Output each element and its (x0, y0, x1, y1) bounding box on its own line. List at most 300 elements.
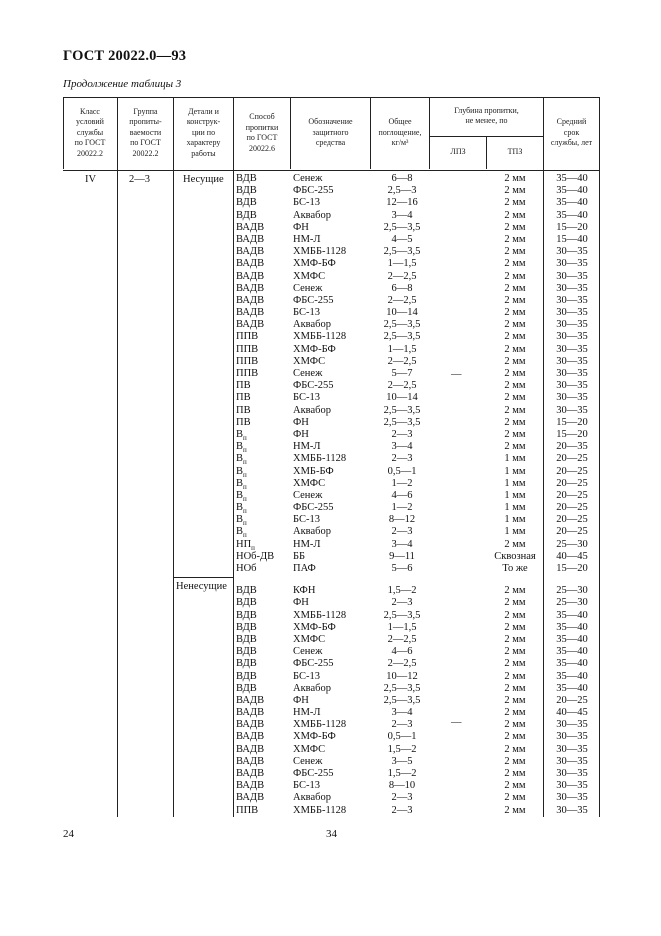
section-gap (63, 575, 599, 585)
absorption-cell-text: 2,5—3,5 (383, 331, 421, 343)
agent-cell (293, 805, 346, 817)
agent-cell-text: ФН (293, 416, 309, 428)
service-life-cell (545, 466, 599, 478)
method-cell-text: ППВ (236, 804, 259, 816)
tpz-depth-cell (487, 258, 543, 270)
absorption-cell (371, 768, 433, 780)
table-row (63, 478, 599, 490)
service-life-cell (545, 671, 599, 683)
tpz-depth-cell-text: 2 мм (504, 392, 526, 404)
absorption-cell (371, 197, 433, 209)
absorption-cell (371, 295, 433, 307)
absorption-cell (371, 344, 433, 356)
table-row (63, 307, 599, 319)
tpz-depth-cell (487, 563, 543, 575)
lpz-dash-non-load-bearing: — (451, 717, 462, 728)
service-life-cell (545, 563, 599, 575)
method-cell (236, 356, 258, 368)
method-cell (236, 744, 264, 756)
agent-cell-text: Аквабор (293, 404, 332, 416)
agent-cell-text: БС-13 (293, 392, 320, 404)
service-life-cell (545, 526, 599, 538)
method-cell (236, 222, 264, 234)
table-row (63, 768, 599, 780)
absorption-cell-text: 2,5—3,5 (383, 404, 421, 416)
method-cell-text: В (236, 514, 244, 526)
table-row (63, 707, 599, 719)
service-life-cell-text: 35—40 (556, 658, 588, 670)
method-cell (236, 539, 255, 551)
tpz-depth-cell (487, 585, 543, 597)
service-life-cell (545, 744, 599, 756)
absorption-cell-text: 1—2 (391, 502, 413, 514)
tpz-depth-cell (487, 197, 543, 209)
method-cell (236, 597, 257, 609)
absorption-cell (371, 744, 433, 756)
permeability-group-value: 2—3 (129, 174, 150, 185)
tpz-depth-cell-text: 1 мм (504, 526, 526, 538)
tpz-depth-cell-text: 2 мм (504, 597, 526, 609)
table-row (63, 173, 599, 185)
tpz-depth-cell (487, 234, 543, 246)
absorption-cell-text: 2—3 (391, 792, 413, 804)
method-cell (236, 197, 257, 209)
header-impregnation-method: Способ пропитки по ГОСТ 20022.6 (245, 112, 279, 153)
agent-cell-text: ФН (293, 428, 309, 440)
table-row (63, 719, 599, 731)
agent-cell (293, 478, 325, 490)
method-cell (236, 368, 258, 380)
method-cell (236, 707, 264, 719)
absorption-cell (371, 453, 433, 465)
service-life-cell (545, 356, 599, 368)
table-row (63, 683, 599, 695)
service-life-cell-text: 30—35 (556, 755, 588, 767)
tpz-depth-cell (487, 185, 543, 197)
absorption-cell (371, 658, 433, 670)
method-cell-text: ВАДВ (236, 258, 265, 270)
absorption-cell-text: 1,5—2 (387, 585, 417, 597)
method-cell-text: ВДВ (236, 209, 257, 221)
method-cell (236, 719, 264, 731)
method-cell-text: ПВ (236, 392, 251, 404)
absorption-cell (371, 539, 433, 551)
agent-cell (293, 563, 316, 575)
agent-cell (293, 392, 320, 404)
absorption-cell-text: 2—3 (391, 526, 413, 538)
page-number-center: 34 (326, 828, 337, 840)
method-subscript: п (243, 531, 247, 540)
method-cell (236, 683, 257, 695)
service-life-cell (545, 551, 599, 563)
agent-cell (293, 646, 322, 658)
agent-cell-text: БС-13 (293, 670, 320, 682)
agent-cell (293, 551, 305, 563)
absorption-cell-text: 1—1,5 (387, 258, 417, 270)
agent-cell (293, 295, 334, 307)
service-life-cell (545, 234, 599, 246)
method-cell-text: ВДВ (236, 682, 257, 694)
table-row (63, 526, 599, 538)
document-title: ГОСТ 20022.0—93 (63, 48, 187, 64)
absorption-cell (371, 792, 433, 804)
absorption-cell-text: 3—4 (391, 538, 413, 550)
table-row (63, 368, 599, 380)
tpz-depth-cell (487, 756, 543, 768)
service-life-cell-text: 35—40 (556, 621, 588, 633)
absorption-cell-text: 2,5—3,5 (383, 416, 421, 428)
method-cell (236, 780, 264, 792)
absorption-cell (371, 222, 433, 234)
absorption-cell-text: 2—2,5 (387, 633, 417, 645)
method-cell-text: ВДВ (236, 621, 257, 633)
service-life-cell (545, 197, 599, 209)
agent-cell (293, 671, 320, 683)
method-cell (236, 563, 257, 575)
tpz-depth-cell-text: 2 мм (504, 294, 526, 306)
tpz-depth-cell-text: 2 мм (504, 331, 526, 343)
agent-cell-text: Аквабор (293, 792, 332, 804)
absorption-cell (371, 622, 433, 634)
header-absorption: Общее поглощение, кг/м³ (378, 117, 422, 148)
tpz-depth-cell (487, 392, 543, 404)
service-life-cell-text: 35—40 (556, 185, 588, 197)
absorption-cell-text: 8—10 (388, 780, 416, 792)
table-row (63, 551, 599, 563)
agent-cell-text: ФБС-255 (293, 294, 334, 306)
absorption-cell-text: 2—3 (391, 453, 413, 465)
agent-cell-text: ХМФ-БФ (293, 258, 336, 270)
agent-cell-text: ФН (293, 597, 309, 609)
table-row (63, 344, 599, 356)
agent-cell (293, 719, 346, 731)
service-life-cell-text: 30—35 (556, 343, 588, 355)
agent-cell (293, 466, 334, 478)
agent-cell (293, 490, 322, 502)
method-cell-text: ВАДВ (236, 719, 265, 731)
service-life-cell-text: 30—35 (556, 270, 588, 282)
tpz-depth-cell-text: 2 мм (504, 585, 526, 597)
agent-cell (293, 173, 322, 185)
absorption-cell (371, 417, 433, 429)
absorption-cell (371, 307, 433, 319)
service-life-cell-text: 15—20 (556, 428, 588, 440)
service-life-cell-text: 20—25 (556, 453, 588, 465)
table-row (63, 185, 599, 197)
method-cell-text: ВАДВ (236, 768, 265, 779)
agent-cell-text: ХМФ-БФ (293, 621, 336, 633)
service-life-cell (545, 478, 599, 490)
service-life-cell (545, 610, 599, 622)
absorption-cell-text: 0,5—1 (387, 731, 417, 743)
tpz-depth-cell-text: 2 мм (504, 731, 526, 743)
absorption-cell-text: 4—6 (391, 489, 413, 501)
method-cell-text: НОб-ДВ (236, 550, 275, 562)
agent-cell-text: Сенеж (293, 755, 323, 767)
tpz-depth-cell-text: 2 мм (504, 621, 526, 633)
service-life-cell-text: 35—40 (556, 646, 588, 658)
agent-cell (293, 441, 321, 453)
service-life-cell (545, 658, 599, 670)
tpz-depth-cell (487, 319, 543, 331)
method-cell (236, 258, 264, 270)
tpz-depth-cell (487, 744, 543, 756)
agent-cell-text: ХМФС (293, 477, 326, 489)
method-subscript: п (251, 543, 255, 552)
method-cell-text: ВАДВ (236, 792, 265, 804)
absorption-cell-text: 2—2,5 (387, 270, 417, 282)
agent-cell-text: ФН (293, 694, 309, 706)
agent-cell (293, 405, 331, 417)
absorption-cell-text: 2—3 (391, 804, 413, 816)
tpz-depth-cell (487, 368, 543, 380)
method-cell-text: В (236, 453, 244, 465)
absorption-cell-text: 2—3 (391, 597, 413, 609)
method-cell-text: ППВ (236, 355, 259, 367)
tpz-depth-cell (487, 792, 543, 804)
method-cell (236, 429, 247, 441)
header-agent: Обозначение защитного средства (308, 117, 353, 148)
table-row (63, 744, 599, 756)
absorption-cell-text: 3—5 (391, 755, 413, 767)
method-subscript: п (243, 507, 247, 516)
service-life-cell (545, 283, 599, 295)
tpz-depth-cell-text: 2 мм (504, 404, 526, 416)
tpz-depth-cell-text: 2 мм (504, 209, 526, 221)
service-life-cell (545, 707, 599, 719)
service-life-cell-text: 30—35 (556, 719, 588, 731)
method-cell-text: ПВ (236, 404, 251, 416)
table-row (63, 246, 599, 258)
table-row (63, 539, 599, 551)
agent-cell (293, 331, 346, 343)
method-cell (236, 417, 251, 429)
method-cell-text: ВДВ (236, 597, 257, 609)
agent-cell-text: Аквабор (293, 682, 332, 694)
method-cell-text: В (236, 465, 244, 477)
tpz-depth-cell-text: 2 мм (504, 768, 526, 779)
service-life-cell-text: 35—40 (556, 633, 588, 645)
agent-cell-text: НМ-Л (293, 538, 321, 550)
agent-cell (293, 429, 309, 441)
tpz-depth-cell-text: 2 мм (504, 646, 526, 658)
method-subscript: п (243, 458, 247, 467)
tpz-depth-cell (487, 610, 543, 622)
service-life-cell-text: 35—40 (556, 209, 588, 221)
absorption-cell-text: 12—16 (386, 197, 418, 209)
method-cell (236, 173, 257, 185)
tpz-depth-cell (487, 514, 543, 526)
service-life-cell-text: 35—40 (556, 682, 588, 694)
header-service-class: Класс условий службы по ГОСТ 20022.2 (74, 106, 106, 158)
tpz-depth-cell (487, 646, 543, 658)
method-cell (236, 441, 247, 453)
agent-cell-text: ББ (293, 550, 306, 562)
service-life-cell-text: 20—25 (556, 694, 588, 706)
method-cell (236, 295, 264, 307)
service-life-cell-text: 20—35 (556, 441, 588, 453)
service-life-cell-text: 15—40 (556, 233, 588, 245)
agent-cell (293, 658, 334, 670)
absorption-cell (371, 331, 433, 343)
table-row (63, 405, 599, 417)
absorption-cell-text: 6—8 (391, 173, 413, 184)
method-cell (236, 731, 264, 743)
tpz-depth-cell-text: 1 мм (504, 477, 526, 489)
service-life-cell-text: 35—40 (556, 609, 588, 621)
table-row (63, 792, 599, 804)
method-cell-text: ВДВ (236, 585, 257, 597)
service-life-cell (545, 210, 599, 222)
agent-cell (293, 197, 320, 209)
absorption-cell-text: 2,5—3,5 (383, 221, 421, 233)
tpz-depth-cell-text: 2 мм (504, 658, 526, 670)
agent-cell-text: ХМБ-БФ (293, 465, 334, 477)
agent-cell-text: ХМФС (293, 633, 326, 645)
absorption-cell (371, 210, 433, 222)
agent-cell (293, 307, 320, 319)
agent-cell (293, 185, 334, 197)
method-cell (236, 271, 264, 283)
method-cell-text: ППВ (236, 331, 259, 343)
absorption-cell-text: 2,5—3,5 (383, 609, 421, 621)
method-cell-text: ВАДВ (236, 694, 265, 706)
agent-cell (293, 368, 322, 380)
method-subscript: п (243, 434, 247, 443)
tpz-depth-cell-text: 2 мм (504, 416, 526, 428)
tpz-depth-cell-text: 2 мм (504, 804, 526, 816)
tpz-depth-cell-text: 2 мм (504, 185, 526, 197)
agent-cell-text: БС-13 (293, 197, 320, 209)
table-row (63, 222, 599, 234)
tpz-depth-cell (487, 634, 543, 646)
table-row (63, 805, 599, 817)
method-cell-text: ВДВ (236, 609, 257, 621)
tpz-depth-cell (487, 246, 543, 258)
agent-cell-text: ФБС-255 (293, 185, 334, 197)
service-life-cell (545, 719, 599, 731)
absorption-cell-text: 3—4 (391, 209, 413, 221)
absorption-cell (371, 707, 433, 719)
tpz-depth-cell (487, 658, 543, 670)
method-cell (236, 234, 264, 246)
header-service-life: Средний срок службы, лет (550, 117, 593, 148)
service-life-cell (545, 646, 599, 658)
agent-cell-text: ХМББ-1128 (293, 609, 347, 621)
absorption-cell-text: 1,5—2 (387, 768, 417, 779)
table-row (63, 319, 599, 331)
service-life-cell (545, 368, 599, 380)
absorption-cell-text: 2,5—3,5 (383, 319, 421, 331)
service-life-cell (545, 634, 599, 646)
table-row (63, 258, 599, 270)
column-line (599, 97, 600, 817)
table-row (63, 331, 599, 343)
absorption-cell (371, 756, 433, 768)
tpz-depth-cell (487, 490, 543, 502)
tpz-depth-cell-text: 2 мм (504, 755, 526, 767)
table-body (63, 173, 599, 817)
absorption-cell-text: 4—6 (391, 646, 413, 658)
tpz-depth-cell (487, 551, 543, 563)
agent-cell (293, 780, 320, 792)
absorption-cell (371, 780, 433, 792)
absorption-cell-text: 3—4 (391, 707, 413, 719)
absorption-cell (371, 634, 433, 646)
agent-cell-text: КФН (293, 585, 316, 597)
agent-cell (293, 319, 331, 331)
agent-cell-text: ХМФ-БФ (293, 343, 336, 355)
agent-cell (293, 622, 336, 634)
method-cell (236, 210, 257, 222)
service-life-cell-text: 35—40 (556, 173, 588, 184)
tpz-depth-cell-text: 2 мм (504, 319, 526, 331)
agent-cell (293, 695, 309, 707)
absorption-cell (371, 319, 433, 331)
service-class-value: IV (85, 174, 97, 185)
tpz-depth-cell-text: 2 мм (504, 221, 526, 233)
absorption-cell-text: 6—8 (391, 282, 413, 294)
method-cell (236, 671, 257, 683)
agent-cell (293, 634, 325, 646)
absorption-cell-text: 2—3 (391, 428, 413, 440)
absorption-cell (371, 246, 433, 258)
absorption-cell (371, 683, 433, 695)
tpz-depth-cell (487, 622, 543, 634)
tpz-depth-cell (487, 526, 543, 538)
method-cell-text: ВАДВ (236, 731, 265, 743)
absorption-cell-text: 1,5—2 (387, 743, 417, 755)
method-cell-text: ВДВ (236, 658, 257, 670)
agent-cell (293, 283, 322, 295)
method-cell (236, 756, 264, 768)
service-life-cell (545, 597, 599, 609)
absorption-cell-text: 4—5 (391, 233, 413, 245)
table-row (63, 502, 599, 514)
service-life-cell (545, 731, 599, 743)
service-life-cell-text: 15—20 (556, 221, 588, 233)
service-life-cell (545, 585, 599, 597)
tpz-depth-cell (487, 222, 543, 234)
service-life-cell-text: 30—35 (556, 731, 588, 743)
service-life-cell (545, 539, 599, 551)
service-life-cell-text: 30—35 (556, 355, 588, 367)
absorption-cell (371, 610, 433, 622)
agent-cell-text: ФБС-255 (293, 768, 334, 779)
tpz-depth-cell (487, 719, 543, 731)
method-cell-text: ВДВ (236, 185, 257, 197)
table-row (63, 392, 599, 404)
absorption-cell-text: 2—2,5 (387, 355, 417, 367)
service-life-cell-text: 20—25 (556, 502, 588, 514)
service-life-cell (545, 405, 599, 417)
service-life-cell (545, 780, 599, 792)
service-life-cell-text: 20—25 (556, 477, 588, 489)
table-row (63, 466, 599, 478)
service-life-cell (545, 392, 599, 404)
service-life-cell (545, 222, 599, 234)
tpz-depth-cell-text: 2 мм (504, 368, 526, 379)
service-life-cell-text: 35—40 (556, 197, 588, 209)
service-life-cell-text: 30—35 (556, 804, 588, 816)
table-row (63, 234, 599, 246)
tpz-depth-cell (487, 478, 543, 490)
agent-cell (293, 539, 321, 551)
service-life-cell-text: 20—25 (556, 465, 588, 477)
method-cell (236, 634, 257, 646)
service-life-cell (545, 258, 599, 270)
absorption-cell (371, 695, 433, 707)
